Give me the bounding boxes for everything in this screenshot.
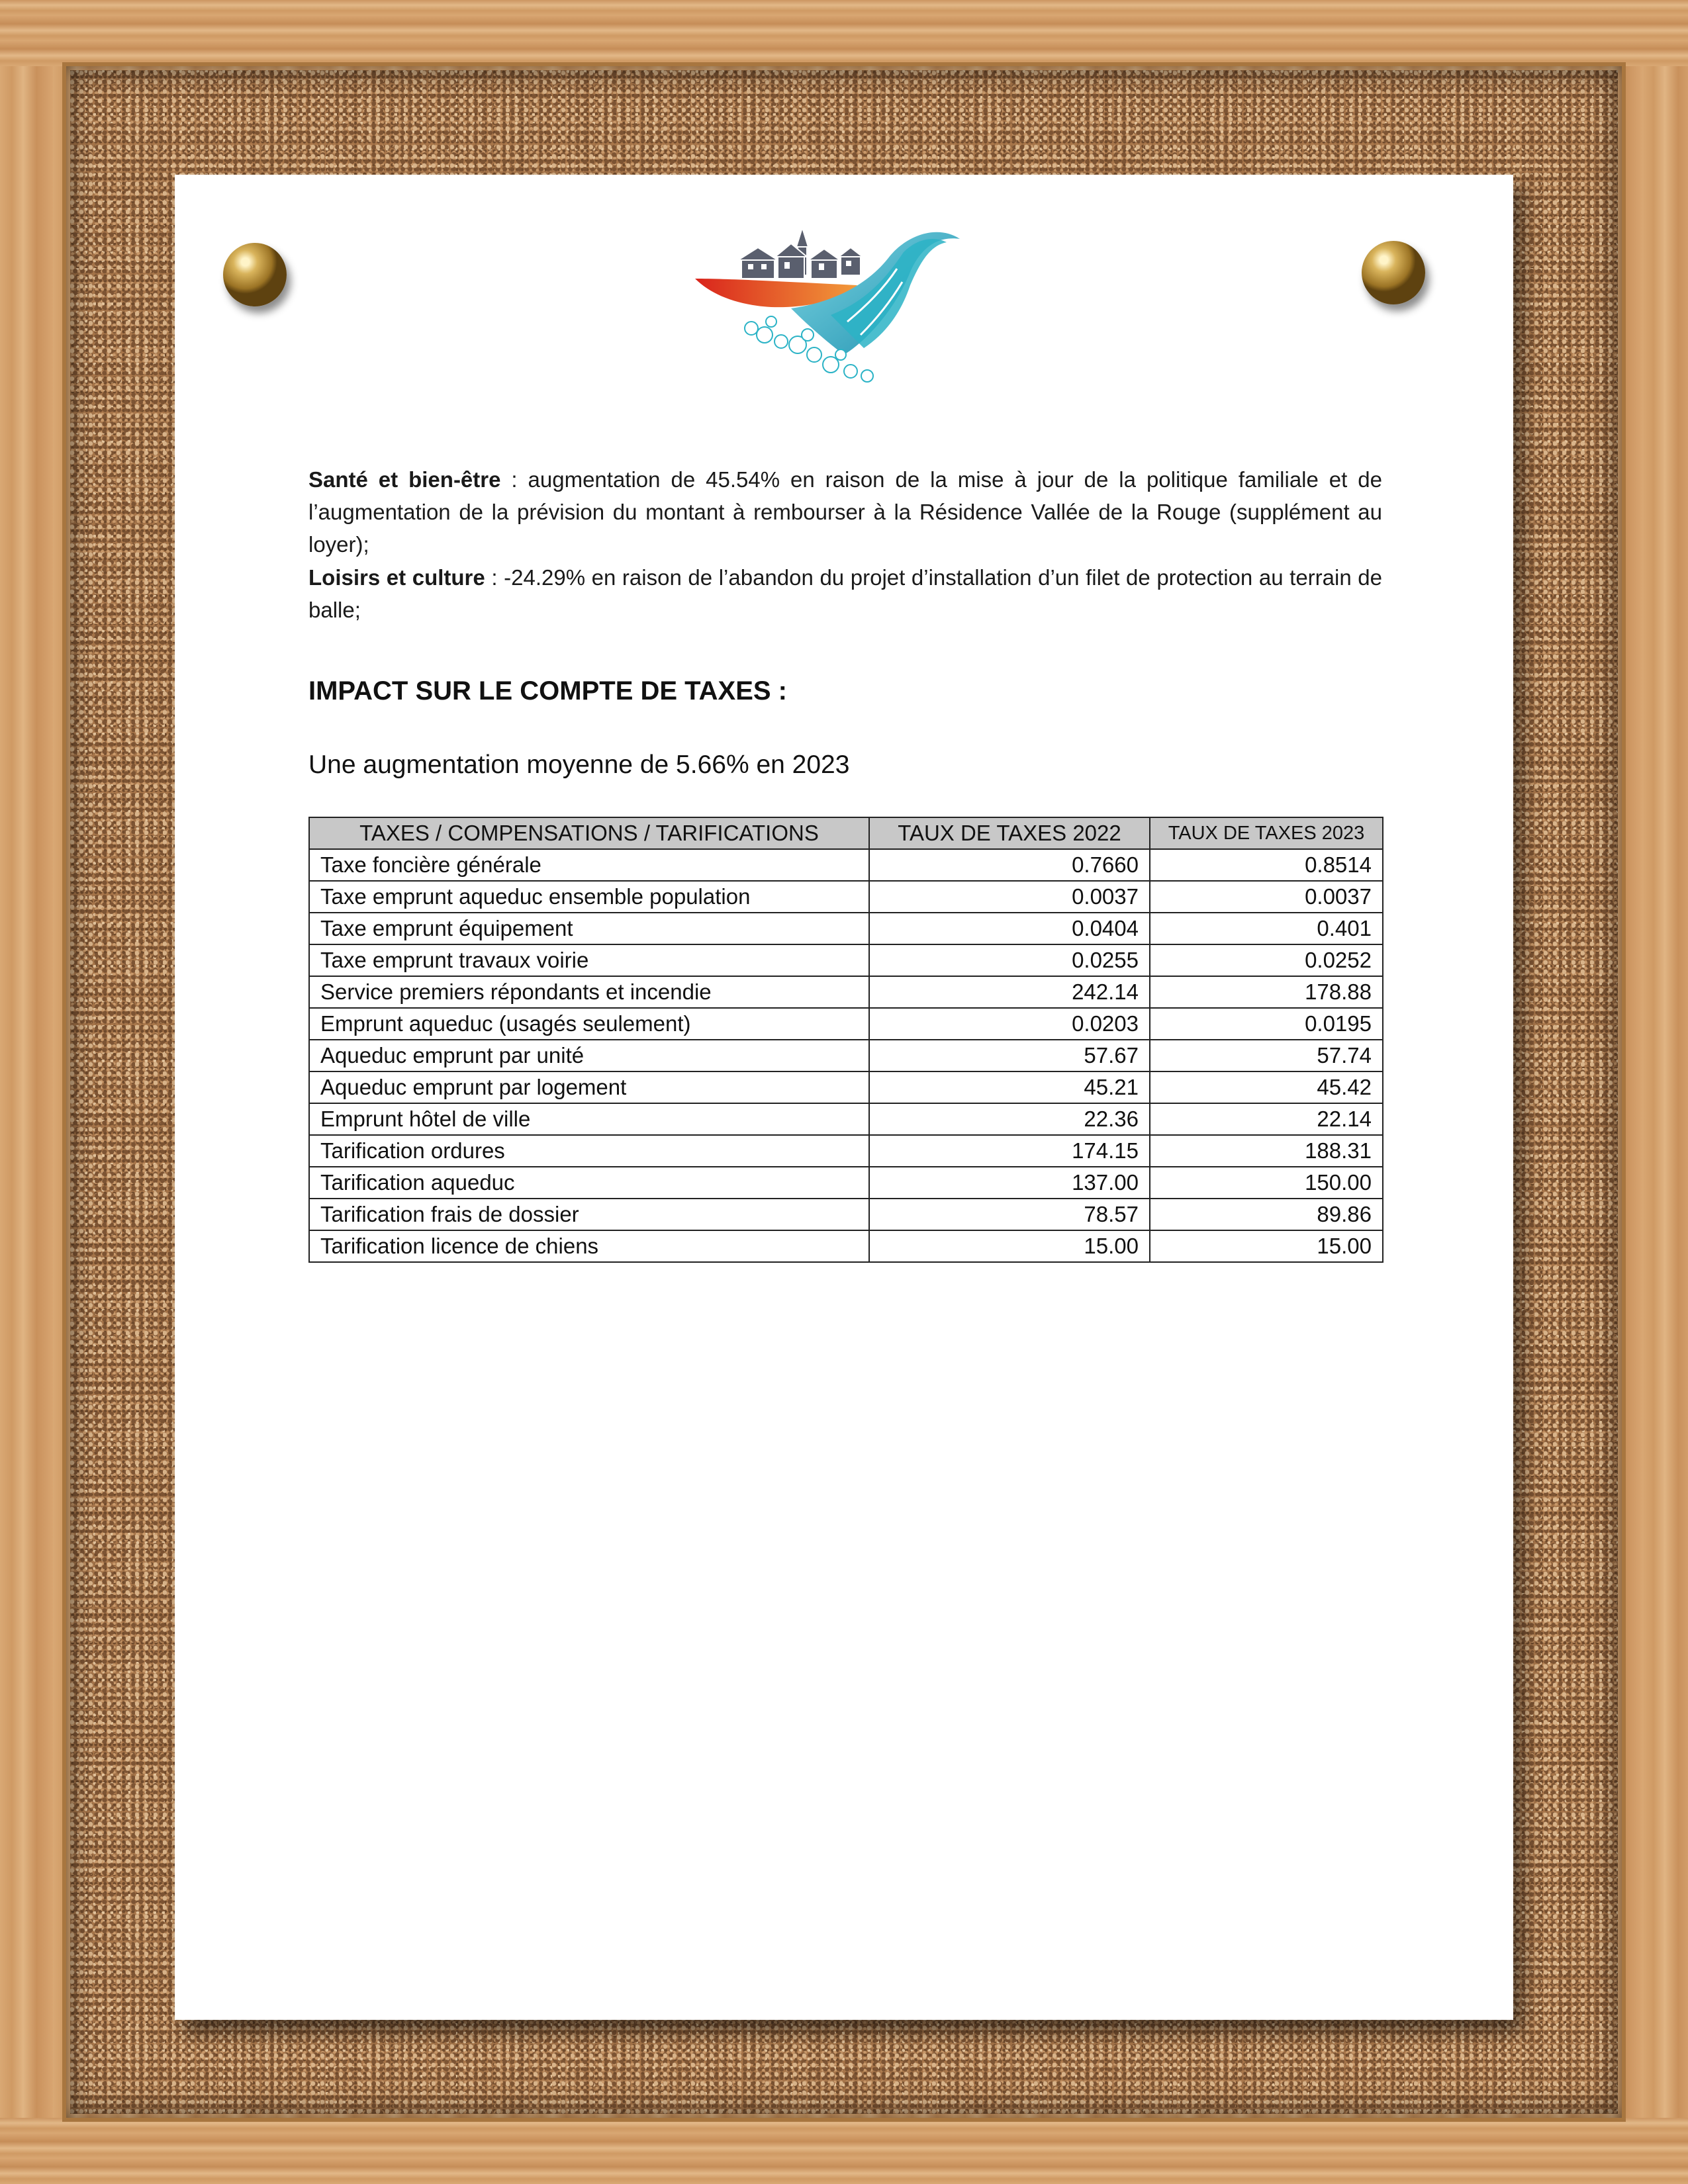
tax-name: Aqueduc emprunt par logement bbox=[309, 1071, 869, 1103]
tax-name: Taxe foncière générale bbox=[309, 849, 869, 881]
rate-2022: 0.0037 bbox=[869, 881, 1150, 913]
table-header-row bbox=[309, 817, 1383, 849]
rate-2023: 150.00 bbox=[1150, 1167, 1383, 1199]
rate-2023: 57.74 bbox=[1150, 1040, 1383, 1071]
table-row bbox=[309, 1103, 1383, 1135]
tax-name: Tarification ordures bbox=[309, 1135, 869, 1167]
loisirs-text: : -24.29% en raison de l’abandon du projet d’installation d’un filet de protection au terrain de balle; bbox=[308, 565, 1382, 622]
municipality-logo bbox=[692, 222, 970, 394]
push-pin-icon bbox=[223, 243, 287, 306]
tax-name: Tarification frais de dossier bbox=[309, 1199, 869, 1230]
loisirs-paragraph bbox=[308, 561, 1382, 626]
average-increase-text: Une augmentation moyenne de 5.66% en 2023 bbox=[308, 751, 850, 779]
table-row bbox=[309, 913, 1383, 944]
table-row bbox=[309, 1135, 1383, 1167]
rate-2023: 45.42 bbox=[1150, 1071, 1383, 1103]
tax-name: Tarification aqueduc bbox=[309, 1167, 869, 1199]
tax-name: Taxe emprunt travaux voirie bbox=[309, 944, 869, 976]
rate-2022: 174.15 bbox=[869, 1135, 1150, 1167]
rate-2022: 0.0203 bbox=[869, 1008, 1150, 1040]
tax-name: Emprunt hôtel de ville bbox=[309, 1103, 869, 1135]
table-row bbox=[309, 944, 1383, 976]
table-row bbox=[309, 1071, 1383, 1103]
rate-2022: 78.57 bbox=[869, 1199, 1150, 1230]
rate-2022: 0.7660 bbox=[869, 849, 1150, 881]
rate-2022: 22.36 bbox=[869, 1103, 1150, 1135]
rate-2022: 242.14 bbox=[869, 976, 1150, 1008]
rate-2023: 188.31 bbox=[1150, 1135, 1383, 1167]
tax-name: Service premiers répondants et incendie bbox=[309, 976, 869, 1008]
push-pin-icon bbox=[1362, 241, 1425, 304]
sante-text: : augmentation de 45.54% en raison de la mise à jour de la politique familiale et de l’augmentation de la prévision du montant à rembourser à la Résidence Vallée de la Rouge (supplément au loyer); bbox=[308, 467, 1382, 557]
table-row bbox=[309, 976, 1383, 1008]
column-header-taxes: TAXES / COMPENSATIONS / TARIFICATIONS bbox=[309, 817, 869, 849]
table-row bbox=[309, 849, 1383, 881]
rate-2023: 0.0037 bbox=[1150, 881, 1383, 913]
table-row bbox=[309, 1040, 1383, 1071]
frame-top-rail bbox=[0, 0, 1688, 66]
frame-bottom-rail bbox=[0, 2118, 1688, 2184]
rate-2023: 22.14 bbox=[1150, 1103, 1383, 1135]
rate-2022: 0.0404 bbox=[869, 913, 1150, 944]
column-header-2023: TAUX DE TAXES 2023 bbox=[1150, 817, 1383, 849]
column-header-2022: TAUX DE TAXES 2022 bbox=[869, 817, 1150, 849]
sante-paragraph bbox=[308, 463, 1382, 561]
table-row bbox=[309, 1230, 1383, 1262]
table-row bbox=[309, 1167, 1383, 1199]
rate-2023: 15.00 bbox=[1150, 1230, 1383, 1262]
tax-rates-table bbox=[308, 817, 1383, 1263]
table-row bbox=[309, 1008, 1383, 1040]
tax-name: Emprunt aqueduc (usagés seulement) bbox=[309, 1008, 869, 1040]
rate-2023: 0.0252 bbox=[1150, 944, 1383, 976]
rate-2022: 137.00 bbox=[869, 1167, 1150, 1199]
impact-heading: IMPACT SUR LE COMPTE DE TAXES : bbox=[308, 676, 787, 705]
table-row bbox=[309, 1199, 1383, 1230]
rate-2022: 45.21 bbox=[869, 1071, 1150, 1103]
rate-2023: 0.401 bbox=[1150, 913, 1383, 944]
rate-2022: 57.67 bbox=[869, 1040, 1150, 1071]
rate-2023: 89.86 bbox=[1150, 1199, 1383, 1230]
rate-2023: 0.8514 bbox=[1150, 849, 1383, 881]
tax-name: Taxe emprunt équipement bbox=[309, 913, 869, 944]
table-row bbox=[309, 881, 1383, 913]
tax-name: Aqueduc emprunt par unité bbox=[309, 1040, 869, 1071]
sante-label: Santé et bien-être bbox=[308, 467, 501, 492]
rate-2023: 0.0195 bbox=[1150, 1008, 1383, 1040]
rate-2022: 15.00 bbox=[869, 1230, 1150, 1262]
tax-name: Tarification licence de chiens bbox=[309, 1230, 869, 1262]
loisirs-label: Loisirs et culture bbox=[308, 565, 485, 590]
tax-name: Taxe emprunt aqueduc ensemble population bbox=[309, 881, 869, 913]
rate-2022: 0.0255 bbox=[869, 944, 1150, 976]
rate-2023: 178.88 bbox=[1150, 976, 1383, 1008]
